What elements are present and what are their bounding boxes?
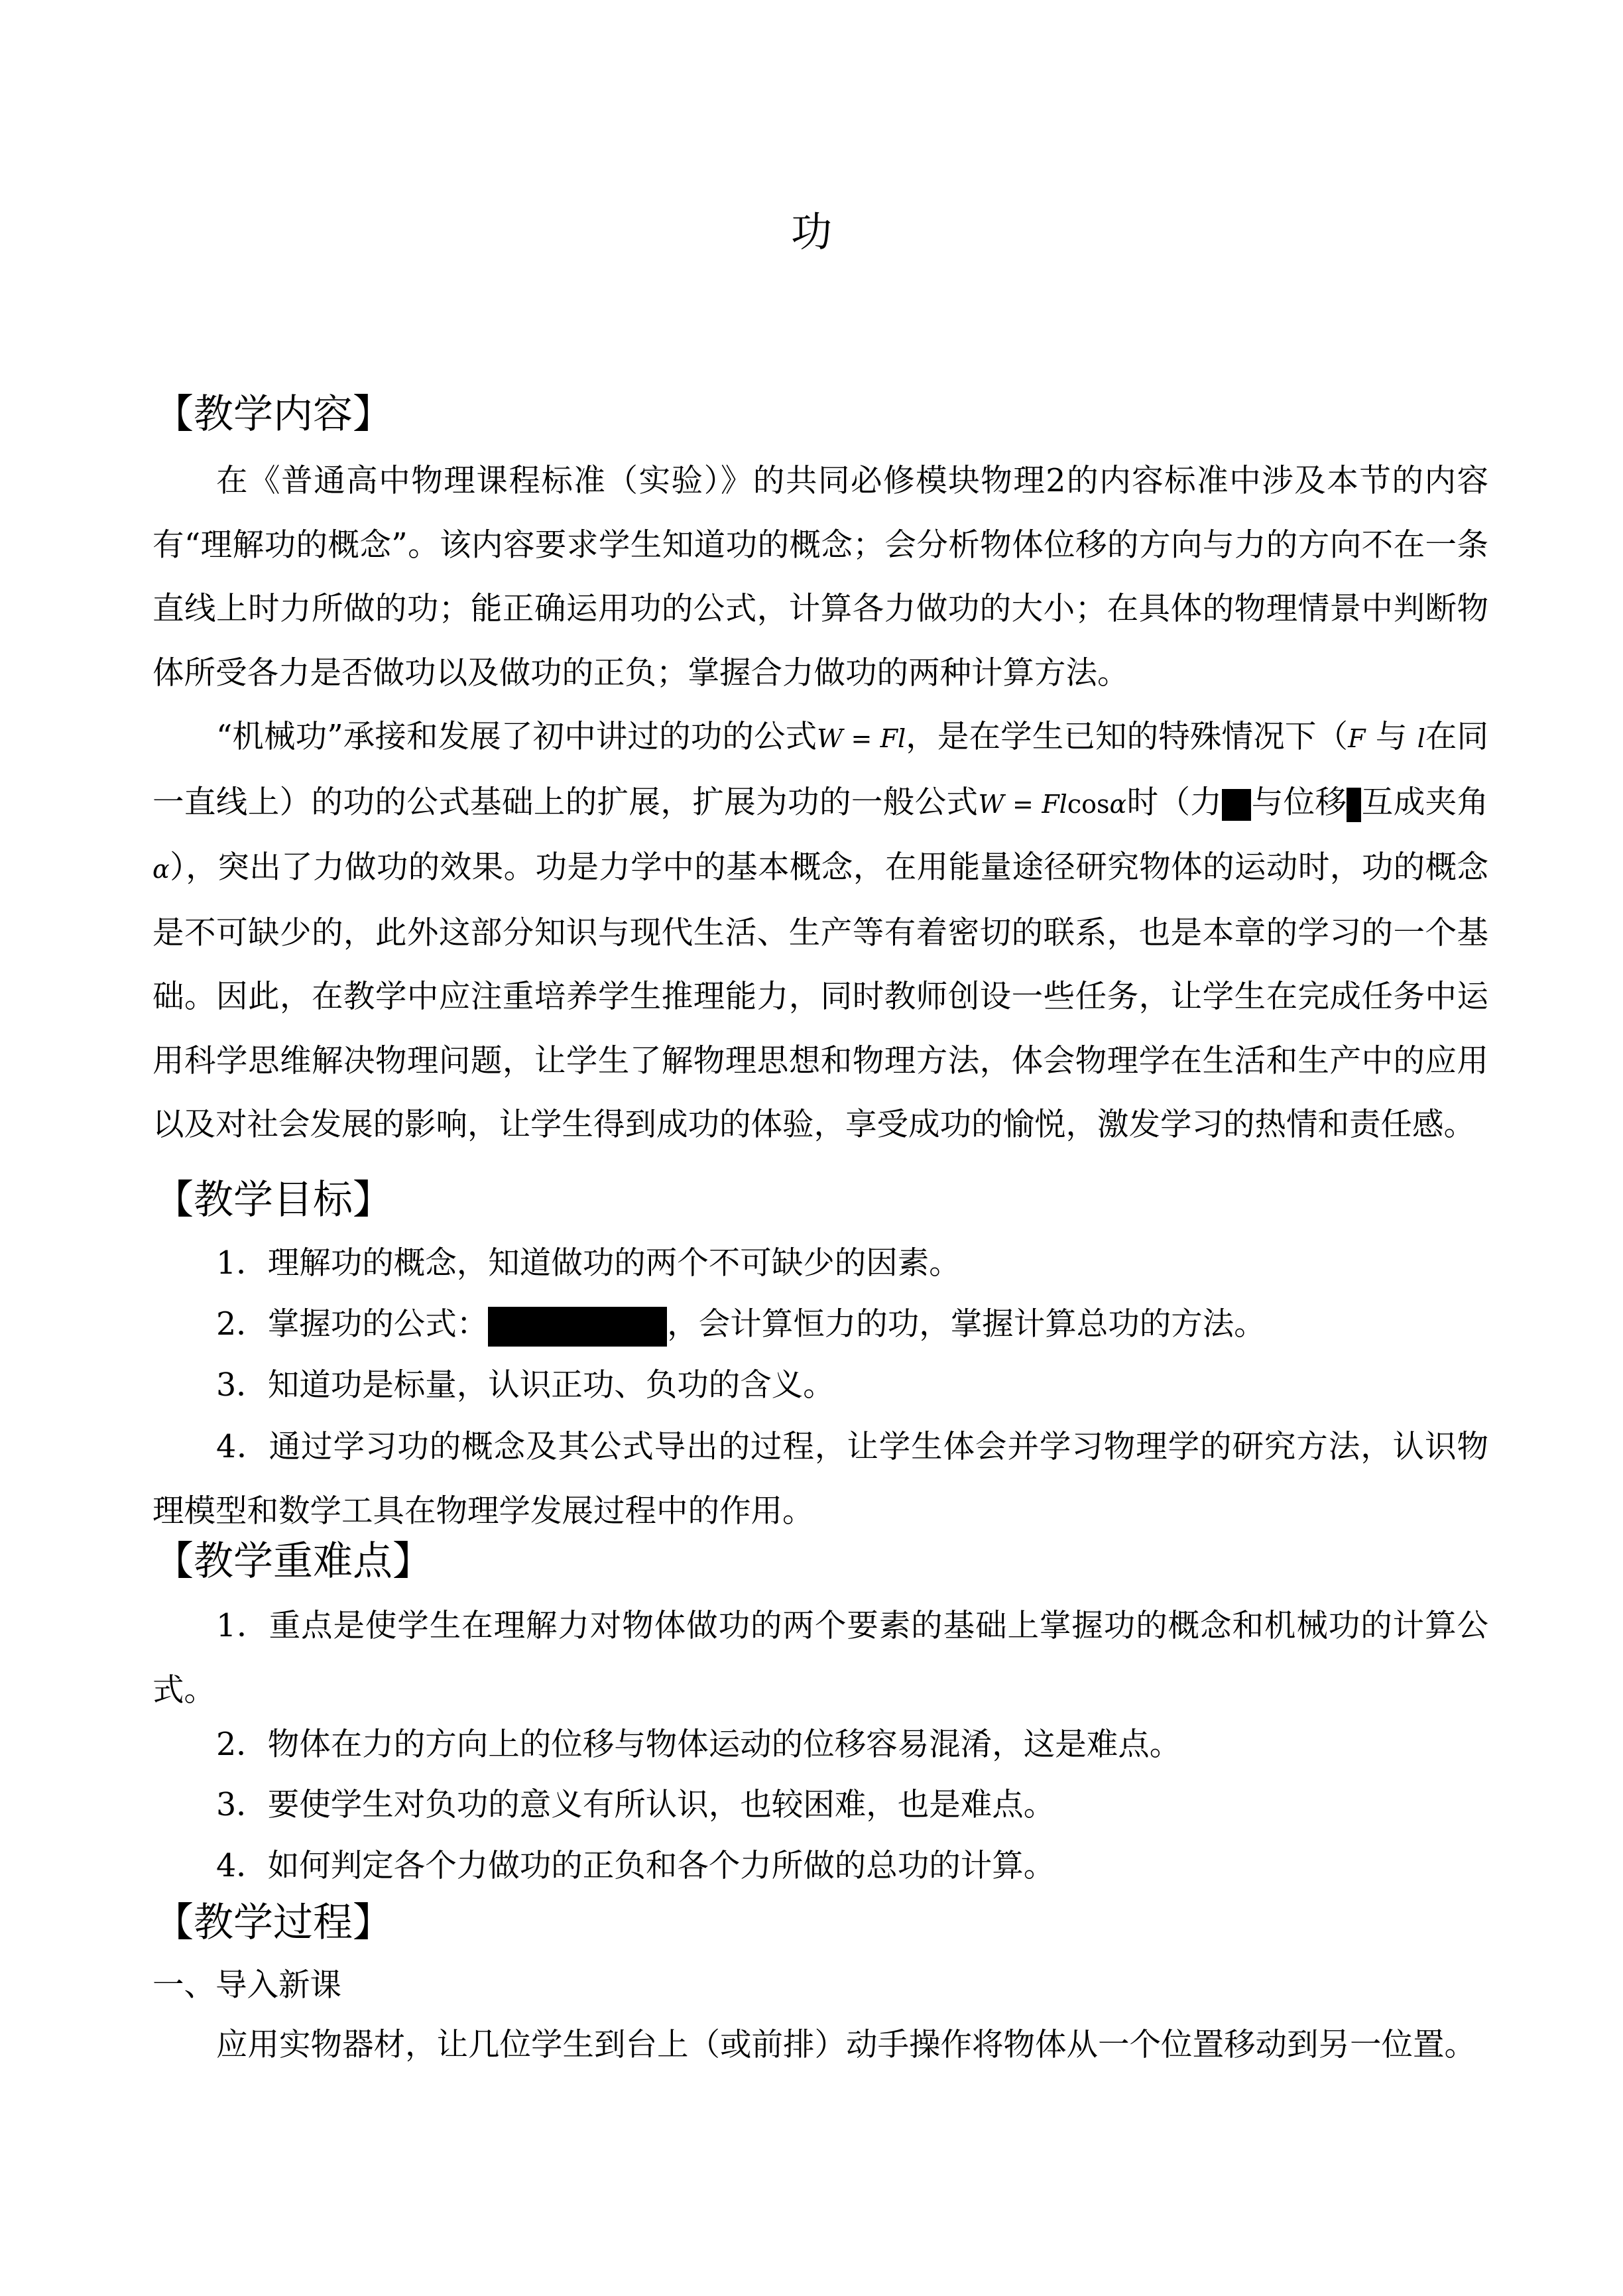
p2-text-7: 互成夹角: [1361, 784, 1489, 821]
symbol-alpha-2: α: [152, 855, 170, 884]
content-paragraph-2: [152, 705, 1488, 1158]
process-paragraph-1: 应用实物器材，让几位学生到台上（或前排）动手操作将物体从一个位置移动到另一位置。: [216, 2027, 1476, 2063]
goal-item-1: 1．理解功的概念，知道做功的两个不可缺少的因素。: [216, 1245, 961, 1282]
redaction-block: [488, 1307, 667, 1347]
goal-item-2-rest: ，会计算恒力的功，掌握计算总功的方法。: [667, 1306, 1266, 1343]
p2-text-3: 与: [1365, 719, 1417, 755]
keypoint-item-1: 1．重点是使学生在理解力对物体做功的两个要素的基础上掌握功的概念和机械功的计算公式。: [152, 1608, 1488, 1709]
p2-text-8: ），突出了力做功的效果。功是力学中的基本概念，在用能量途径研究物体的运动时，功的概念是不可缺少的，此外这部分知识与现代生活、生产等有着密切的联系，也是本章的学习的一个基础。因此，在教学中应注重培养学生推理能力，同时教师创设一些任务，让学生在完成任务中运用科学思维解决物理问题，让学生了解物理思想和物理方法，体会物理学在生活和生产中的应用以及对社会发展的影响，让学生得到成功的体验，享受成功的愉悦，激发学习的热情和责任感。: [152, 849, 1488, 1143]
symbol-l: l: [1417, 724, 1425, 753]
page-title: 功: [790, 208, 832, 256]
goal-item-2-label: 2．掌握功的公式：: [216, 1306, 489, 1343]
goal-item-4: 4．通过学习功的概念及其公式导出的过程，让学生体会并学习物理学的研究方法，认识物理模型和数学工具在物理学发展过程中的作用。: [152, 1429, 1488, 1530]
section-heading-keypoints: 【教学重难点】: [154, 1538, 432, 1585]
section-heading-goals: 【教学目标】: [154, 1177, 392, 1223]
process-subheading-1: 一、导入新课: [152, 1967, 341, 2004]
symbol-alpha: α: [1109, 789, 1127, 819]
section-heading-content: 【教学内容】: [154, 391, 392, 438]
content-paragraph-1: 在《普通高中物理课程标准（实验）》的共同必修模块物理2的内容标准中涉及本节的内容有“理解功的概念”。该内容要求学生知道功的概念；会分析物体位移的方向与力的方向不在一条直线上时力所做的功；能正确运用功的公式，计算各力做功的大小；在具体的物理情景中判断物体所受各力是否做功以及做功的正负；掌握合力做功的两种计算方法。: [152, 463, 1488, 692]
symbol-f: F: [1348, 724, 1366, 753]
goal-item-2: [216, 1298, 1266, 1351]
formula-cos: cos: [1067, 789, 1110, 819]
redaction-block: [1222, 789, 1251, 821]
section-heading-process: 【教学过程】: [154, 1900, 392, 1946]
goal-item-3: 3．知道功是标量，认识正功、负功的含义。: [216, 1367, 835, 1404]
keypoint-item-3: 3．要使学生对负功的意义有所认识，也较困难，也是难点。: [216, 1787, 1055, 1823]
redaction-block: [1347, 788, 1361, 822]
p2-text-1: “机械功”承接和发展了初中讲过的功的公式: [216, 719, 817, 755]
keypoint-item-2: 2．物体在力的方向上的位移与物体运动的位移容易混淆，这是难点。: [216, 1726, 1181, 1763]
formula-w-fl: W = Fl: [817, 724, 906, 753]
p2-text-6: 与位移: [1251, 784, 1347, 821]
p2-text-4: 在同一直线上）的功的公式基础上的扩展，扩展为功的一般公式: [152, 719, 1489, 821]
p2-text-2: ，是在学生已知的特殊情况下（: [906, 719, 1349, 755]
p2-text-5: 时（力: [1126, 784, 1223, 821]
formula-w-fl-general: W = Fl: [978, 789, 1067, 819]
keypoint-item-4: 4．如何判定各个力做功的正负和各个力所做的总功的计算。: [216, 1848, 1055, 1884]
